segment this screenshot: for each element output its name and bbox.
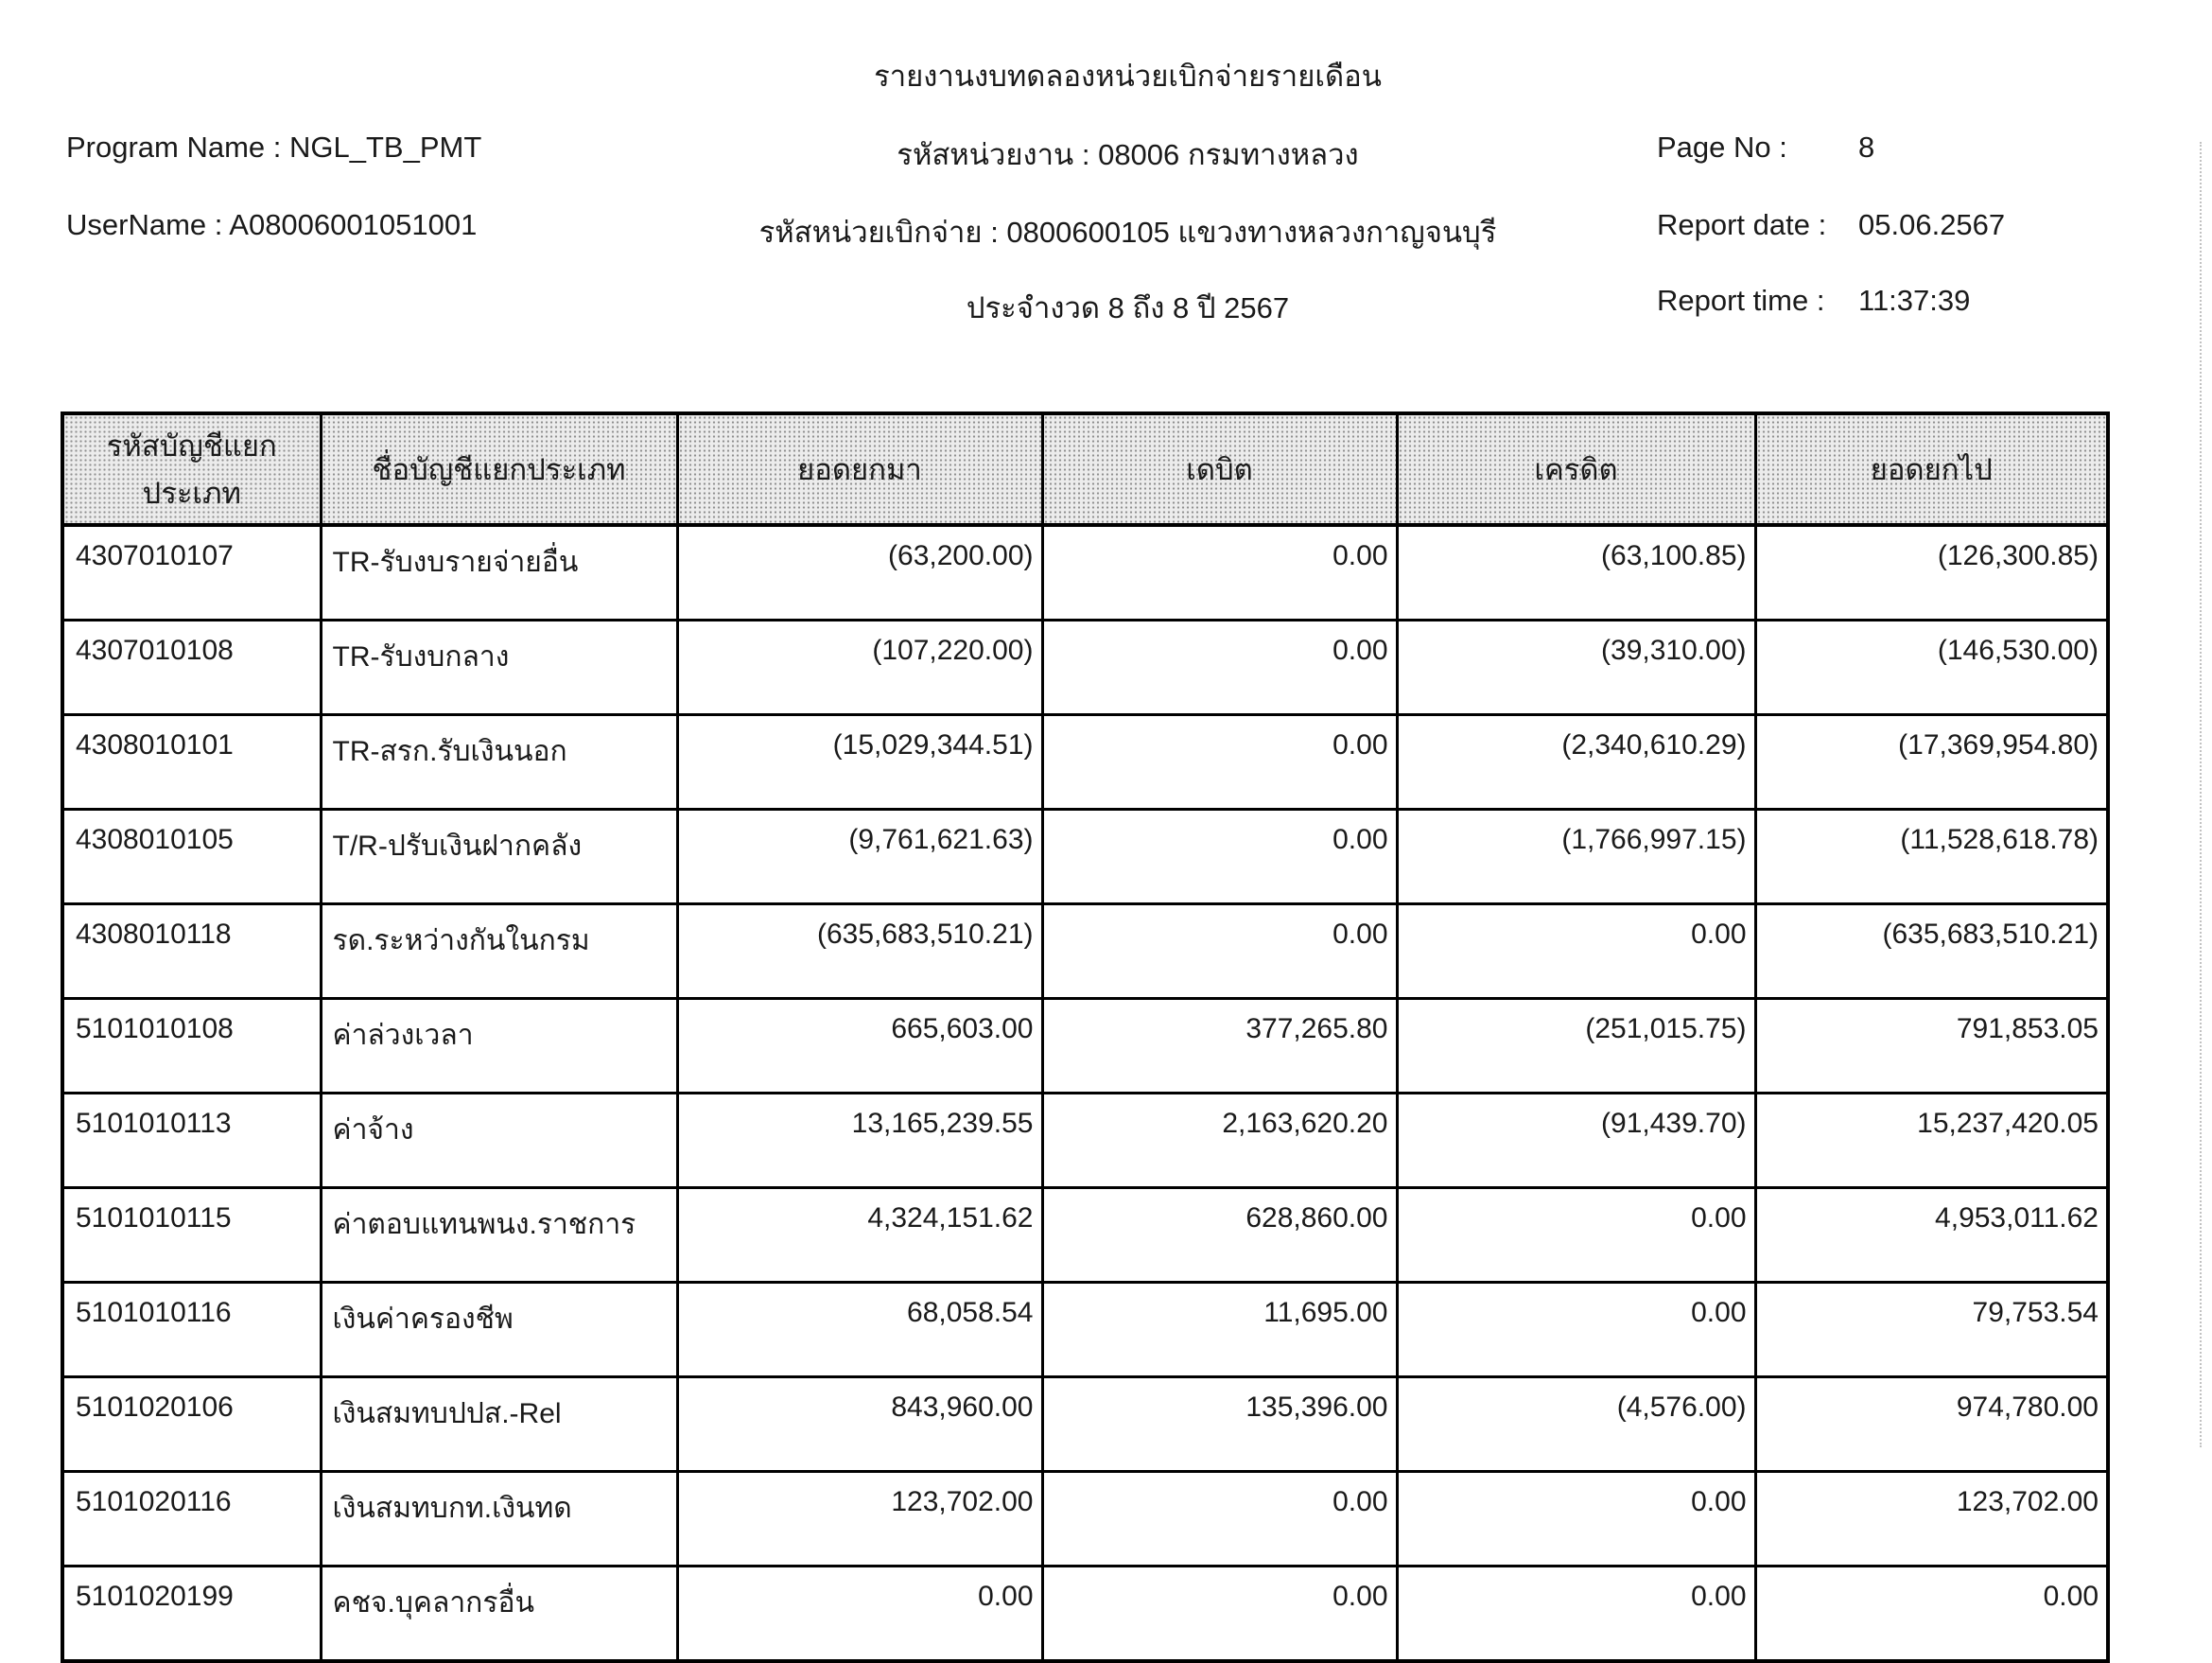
credit-cell: 0.00: [1397, 1567, 1755, 1662]
header-account-name: ชื่อบัญชีแยกประเภท: [321, 413, 677, 525]
debit-cell: 0.00: [1042, 715, 1397, 810]
account-code-cell: 4308010101: [62, 715, 321, 810]
balance-brought-forward-cell: (63,200.00): [677, 525, 1042, 621]
header-balance-carried-forward: ยอดยกไป: [1755, 413, 2108, 525]
debit-cell: 11,695.00: [1042, 1283, 1397, 1377]
table-row: [62, 621, 2108, 715]
report-date-value: 05.06.2567: [1858, 208, 2006, 241]
credit-cell: (91,439.70): [1397, 1094, 1755, 1188]
account-code-cell: 5101010113: [62, 1094, 321, 1188]
account-name-cell: ค่าตอบแทนพนง.ราชการ: [321, 1188, 677, 1283]
account-code-cell: 5101010108: [62, 999, 321, 1094]
credit-cell: (2,340,610.29): [1397, 715, 1755, 810]
table-row: [62, 810, 2108, 904]
account-name-cell: คชจ.บุคลากรอื่น: [321, 1567, 677, 1662]
page-no-label: Page No :: [1657, 131, 1787, 164]
balance-carried-forward-cell: (17,369,954.80): [1755, 715, 2108, 810]
account-name-cell: TR-รับงบรายจ่ายอื่น: [321, 525, 677, 621]
balance-carried-forward-cell: 791,853.05: [1755, 999, 2108, 1094]
account-name-cell: เงินสมทบปปส.-Rel: [321, 1377, 677, 1472]
report-time-label: Report time :: [1657, 284, 1825, 317]
credit-cell: (251,015.75): [1397, 999, 1755, 1094]
scan-noise-line: [2200, 142, 2202, 1447]
debit-cell: 0.00: [1042, 810, 1397, 904]
table-row: [62, 904, 2108, 999]
debit-cell: 628,860.00: [1042, 1188, 1397, 1283]
account-code-cell: 4308010118: [62, 904, 321, 999]
program-name: Program Name : NGL_TB_PMT: [66, 131, 482, 164]
report-title: รายงานงบทดลองหน่วยเบิกจ่ายรายเดือน: [874, 60, 1382, 93]
table-header: [62, 413, 2108, 525]
account-name-cell: เงินสมทบกท.เงินทด: [321, 1472, 677, 1567]
report-time-value: 11:37:39: [1858, 284, 1971, 317]
account-code-cell: 5101020116: [62, 1472, 321, 1567]
debit-cell: 2,163,620.20: [1042, 1094, 1397, 1188]
trial-balance-table: [61, 411, 2110, 1663]
credit-cell: (4,576.00): [1397, 1377, 1755, 1472]
account-name-cell: T/R-ปรับเงินฝากคลัง: [321, 810, 677, 904]
debit-cell: 0.00: [1042, 525, 1397, 621]
credit-cell: 0.00: [1397, 904, 1755, 999]
debit-cell: 0.00: [1042, 1567, 1397, 1662]
table-row: [62, 1188, 2108, 1283]
balance-brought-forward-cell: 13,165,239.55: [677, 1094, 1042, 1188]
account-name-cell: รด.ระหว่างกันในกรม: [321, 904, 677, 999]
account-code-cell: 4308010105: [62, 810, 321, 904]
table-row: [62, 1094, 2108, 1188]
table-row: [62, 715, 2108, 810]
balance-brought-forward-cell: 4,324,151.62: [677, 1188, 1042, 1283]
balance-brought-forward-cell: 665,603.00: [677, 999, 1042, 1094]
account-name-cell: เงินค่าครองชีพ: [321, 1283, 677, 1377]
balance-carried-forward-cell: 123,702.00: [1755, 1472, 2108, 1567]
balance-carried-forward-cell: (11,528,618.78): [1755, 810, 2108, 904]
account-name-cell: TR-รับงบกลาง: [321, 621, 677, 715]
table-header-row: [62, 413, 2108, 525]
table-row: [62, 1472, 2108, 1567]
balance-brought-forward-cell: (635,683,510.21): [677, 904, 1042, 999]
account-name-cell: ค่าล่วงเวลา: [321, 999, 677, 1094]
balance-brought-forward-cell: 68,058.54: [677, 1283, 1042, 1377]
table-row: [62, 525, 2108, 621]
balance-brought-forward-cell: (9,761,621.63): [677, 810, 1042, 904]
account-code-cell: 5101010115: [62, 1188, 321, 1283]
credit-cell: (63,100.85): [1397, 525, 1755, 621]
table-row: [62, 1567, 2108, 1662]
credit-cell: (39,310.00): [1397, 621, 1755, 715]
account-code-cell: 4307010107: [62, 525, 321, 621]
username: UserName : A08006001051001: [66, 208, 478, 241]
account-name-cell: TR-สรก.รับเงินนอก: [321, 715, 677, 810]
header-credit: เครดิต: [1397, 413, 1755, 525]
credit-cell: 0.00: [1397, 1283, 1755, 1377]
debit-cell: 377,265.80: [1042, 999, 1397, 1094]
account-code-cell: 5101010116: [62, 1283, 321, 1377]
balance-carried-forward-cell: 0.00: [1755, 1567, 2108, 1662]
balance-brought-forward-cell: 123,702.00: [677, 1472, 1042, 1567]
balance-brought-forward-cell: (107,220.00): [677, 621, 1042, 715]
table-row: [62, 1377, 2108, 1472]
debit-cell: 135,396.00: [1042, 1377, 1397, 1472]
disbursing-unit-line: รหัสหน่วยเบิกจ่าย : 0800600105 แขวงทางหลวงกาญจนบุรี: [758, 216, 1497, 249]
debit-cell: 0.00: [1042, 1472, 1397, 1567]
report-date-label: Report date :: [1657, 208, 1827, 241]
balance-carried-forward-cell: 79,753.54: [1755, 1283, 2108, 1377]
credit-cell: (1,766,997.15): [1397, 810, 1755, 904]
account-code-cell: 4307010108: [62, 621, 321, 715]
table-row: [62, 999, 2108, 1094]
account-code-cell: 5101020199: [62, 1567, 321, 1662]
header-balance-brought-forward: ยอดยกมา: [677, 413, 1042, 525]
credit-cell: 0.00: [1397, 1472, 1755, 1567]
account-code-cell: 5101020106: [62, 1377, 321, 1472]
debit-cell: 0.00: [1042, 904, 1397, 999]
balance-carried-forward-cell: 15,237,420.05: [1755, 1094, 2108, 1188]
balance-carried-forward-cell: (635,683,510.21): [1755, 904, 2108, 999]
balance-brought-forward-cell: 843,960.00: [677, 1377, 1042, 1472]
balance-carried-forward-cell: 4,953,011.62: [1755, 1188, 2108, 1283]
table-row: [62, 1283, 2108, 1377]
balance-brought-forward-cell: 0.00: [677, 1567, 1042, 1662]
agency-code-line: รหัสหน่วยงาน : 08006 กรมทางหลวง: [897, 138, 1359, 171]
header-debit: เดบิต: [1042, 413, 1397, 525]
credit-cell: 0.00: [1397, 1188, 1755, 1283]
header-account-code: รหัสบัญชีแยกประเภท: [62, 413, 321, 525]
balance-carried-forward-cell: 974,780.00: [1755, 1377, 2108, 1472]
balance-carried-forward-cell: (126,300.85): [1755, 525, 2108, 621]
balance-carried-forward-cell: (146,530.00): [1755, 621, 2108, 715]
debit-cell: 0.00: [1042, 621, 1397, 715]
balance-brought-forward-cell: (15,029,344.51): [677, 715, 1042, 810]
page-no-value: 8: [1858, 131, 1875, 164]
account-name-cell: ค่าจ้าง: [321, 1094, 677, 1188]
period-line: ประจำงวด 8 ถึง 8 ปี 2567: [966, 291, 1290, 324]
account-table-body: [62, 525, 2108, 1661]
